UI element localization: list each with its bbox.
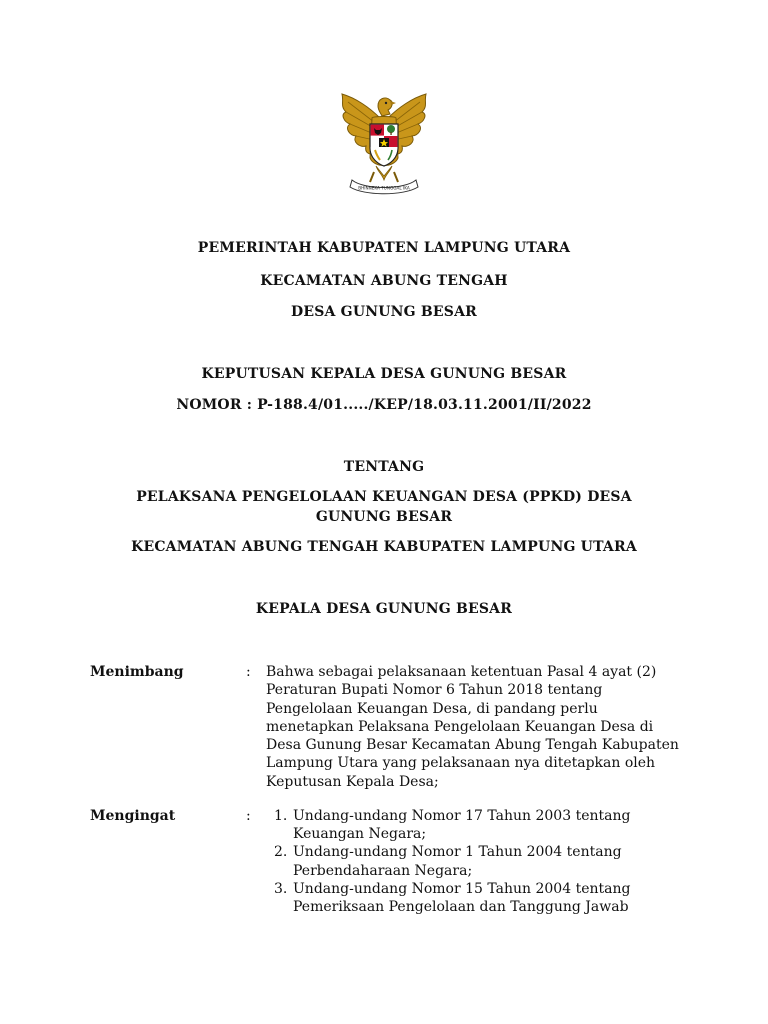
decree-about-label: TENTANG xyxy=(343,459,425,475)
list-item-number: 3. xyxy=(274,880,288,897)
header-district-title: KECAMATAN ABUNG TENGAH xyxy=(260,273,508,289)
list-item xyxy=(266,807,686,843)
list-item-number: 1. xyxy=(274,808,288,824)
menimbang-colon: : xyxy=(246,664,251,680)
menimbang-label: Menimbang xyxy=(90,664,184,680)
decree-number: NOMOR : P-188.4/01...../KEP/18.03.11.2001/II/2022 xyxy=(176,397,592,413)
mengingat-colon: : xyxy=(246,808,251,824)
list-item-text: Undang-undang Nomor 17 Tahun 2003 tentang Keuangan Negara; xyxy=(293,808,631,843)
decree-title: KEPUTUSAN KEPALA DESA GUNUNG BESAR xyxy=(201,366,567,382)
decree-subject-location: KECAMATAN ABUNG TENGAH KABUPATEN LAMPUNG UTARA xyxy=(131,539,637,555)
mengingat-label: Mengingat xyxy=(90,808,176,824)
garuda-emblem-icon xyxy=(334,88,434,198)
list-item-text: Undang-undang Nomor 1 Tahun 2004 tentang Perbendaharaan Negara; xyxy=(293,844,622,879)
list-item-number: 2. xyxy=(274,844,288,861)
list-item-text: Undang-undang Nomor 15 Tahun 2004 tentang Pemeriksaan Pengelolaan dan Tanggung Jawab xyxy=(293,880,631,916)
header-government-title: PEMERINTAH KABUPATEN LAMPUNG UTARA xyxy=(197,240,571,256)
svg-text:BHINNEKA TUNGGAL IKA: BHINNEKA TUNGGAL IKA xyxy=(358,185,410,191)
menimbang-text: Bahwa sebagai pelaksanaan ketentuan Pasal 4 ayat (2) Peraturan Bupati Nomor 6 Tahun 2018 tentang Pengelolaan Keuangan Desa, di pandang perlu menetapkan Pelaksana Pengelolaan Keuangan Desa di Desa Gunung Besar Kecamatan Abung Tengah Kabupaten Lampung Utara yang pelaksanaan nya ditetapkan oleh Keputusan Kepala Desa; xyxy=(266,664,679,790)
header-village-title: DESA GUNUNG BESAR xyxy=(291,304,477,320)
decree-subject: PELAKSANA PENGELOLAAN KEUANGAN DESA (PPKD) DESA GUNUNG BESAR xyxy=(136,489,632,525)
list-item xyxy=(266,880,686,916)
mengingat-list xyxy=(266,807,686,916)
list-item xyxy=(266,843,686,879)
decree-authority: KEPALA DESA GUNUNG BESAR xyxy=(255,601,513,617)
